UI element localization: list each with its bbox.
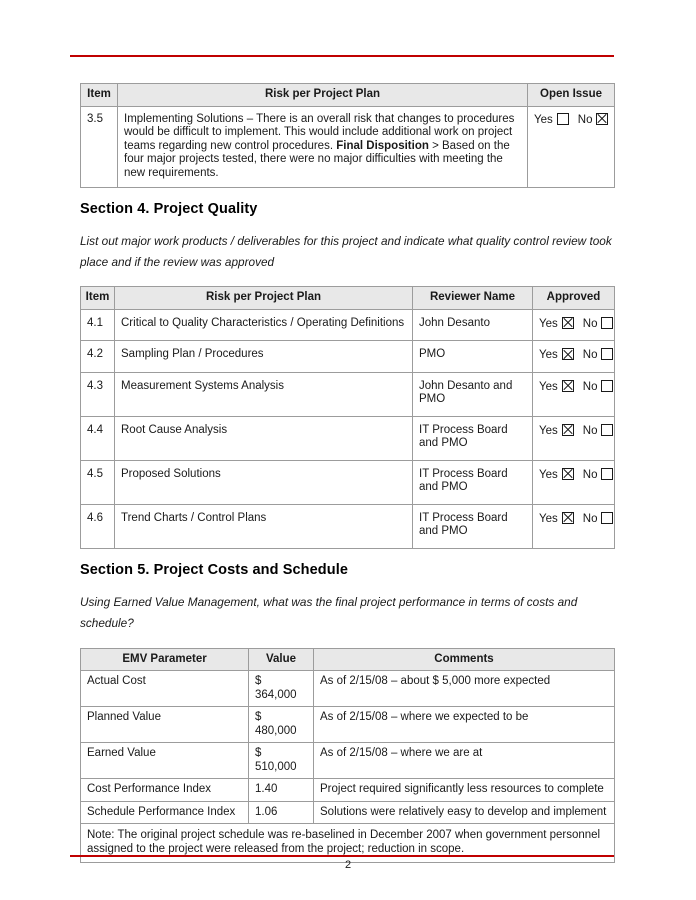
quality-table-row xyxy=(81,372,615,416)
yes-no-checkbox-group xyxy=(539,349,613,361)
col-header-risk: Risk per Project Plan xyxy=(118,84,528,107)
yes-no-checkbox-group xyxy=(539,381,613,393)
yes-no-checkbox-group xyxy=(539,513,613,525)
comment-cell: As of 2/15/08 – where we are at xyxy=(314,743,615,779)
checkbox-label: No xyxy=(582,468,598,481)
quality-table xyxy=(80,286,615,549)
page-content xyxy=(80,83,614,863)
col-header-comments: Comments xyxy=(314,648,615,671)
emv-table-body xyxy=(81,671,615,824)
approved-cell xyxy=(533,504,615,548)
col-header-value: Value xyxy=(249,648,314,671)
yes-no-checkbox-group xyxy=(534,114,608,126)
value-cell: $ 510,000 xyxy=(249,743,314,779)
emv-table-row xyxy=(81,743,615,779)
item-cell: 4.3 xyxy=(81,372,115,416)
section-5-title: Section 5. Project Costs and Schedule xyxy=(80,561,348,578)
risk-cell: Critical to Quality Characteristics / Operating Definitions xyxy=(115,309,413,341)
item-cell: 4.4 xyxy=(81,416,115,460)
table-header-row xyxy=(81,287,615,310)
emv-table-row xyxy=(81,801,615,824)
checkbox-label: No xyxy=(577,113,593,126)
risk-bold-text: Final Disposition xyxy=(336,139,429,152)
checkbox-unchecked-icon[interactable] xyxy=(601,380,613,392)
col-header-item: Item xyxy=(81,287,115,310)
emv-parameter-cell: Schedule Performance Index xyxy=(81,801,249,824)
item-cell: 4.2 xyxy=(81,341,115,373)
section-4-intro: List out major work products / deliverables for this project and indicate what quality control review took place and if the review was approved xyxy=(80,234,612,269)
item-cell: 4.1 xyxy=(81,309,115,341)
checkbox-label: No xyxy=(582,380,598,393)
col-header-open-issue: Open Issue xyxy=(528,84,615,107)
reviewer-cell: IT Process Board and PMO xyxy=(413,416,533,460)
checkbox-label: Yes xyxy=(539,317,558,330)
quality-table-row xyxy=(81,416,615,460)
checkbox-label: Yes xyxy=(534,113,553,126)
quality-table-row xyxy=(81,341,615,373)
checkbox-checked-icon[interactable] xyxy=(562,468,574,480)
col-header-emv-parameter: EMV Parameter xyxy=(81,648,249,671)
emv-parameter-cell: Planned Value xyxy=(81,707,249,743)
checkbox-checked-icon[interactable] xyxy=(562,348,574,360)
reviewer-cell: John Desanto and PMO xyxy=(413,372,533,416)
yes-no-checkbox-group xyxy=(539,425,613,437)
emv-table xyxy=(80,648,615,864)
risk-cell xyxy=(118,106,528,188)
approved-cell xyxy=(533,372,615,416)
checkbox-unchecked-icon[interactable] xyxy=(557,113,569,125)
item-cell: 3.5 xyxy=(81,106,118,188)
col-header-item: Item xyxy=(81,84,118,107)
header-rule xyxy=(70,55,614,57)
value-cell: 1.40 xyxy=(249,779,314,802)
risk-text: Implementing Solutions – There is an overall risk that changes to procedures would be difficult to implement. This would include additional work on project teams regarding new control procedures. xyxy=(124,112,515,152)
footer-rule xyxy=(70,855,614,857)
risk-cell: Proposed Solutions xyxy=(115,460,413,504)
table-header-row xyxy=(81,648,615,671)
approved-cell xyxy=(533,309,615,341)
comment-cell: Project required significantly less resources to complete xyxy=(314,779,615,802)
checkbox-unchecked-icon[interactable] xyxy=(601,512,613,524)
checkbox-label: No xyxy=(582,349,598,361)
checkbox-label: Yes xyxy=(539,512,558,525)
checkbox-label: No xyxy=(582,317,598,330)
checkbox-checked-icon[interactable] xyxy=(596,113,608,125)
note-cell: Note: The original project schedule was re-baselined in December 2007 when government personnel assigned to the project were released from the project; reduction in scope. xyxy=(81,824,615,863)
reviewer-cell: IT Process Board and PMO xyxy=(413,460,533,504)
comment-cell: Solutions were relatively easy to develop and implement xyxy=(314,801,615,824)
checkbox-checked-icon[interactable] xyxy=(562,317,574,329)
quality-table-row xyxy=(81,309,615,341)
risk-cell: Measurement Systems Analysis xyxy=(115,372,413,416)
open-issue-cell xyxy=(528,106,615,188)
col-header-risk: Risk per Project Plan xyxy=(115,287,413,310)
open-issues-table xyxy=(80,83,615,188)
approved-cell xyxy=(533,460,615,504)
section-4-title: Section 4. Project Quality xyxy=(80,201,258,217)
reviewer-cell: John Desanto xyxy=(413,309,533,341)
quality-table-body xyxy=(81,309,615,548)
yes-no-checkbox-group xyxy=(539,469,613,481)
section-5-intro: Using Earned Value Management, what was the final project performance in terms of costs and schedule? xyxy=(80,594,578,630)
emv-table-row xyxy=(81,779,615,802)
value-cell: 1.06 xyxy=(249,801,314,824)
risk-cell: Root Cause Analysis xyxy=(115,416,413,460)
item-cell: 4.6 xyxy=(81,504,115,548)
risk-cell: Sampling Plan / Procedures xyxy=(115,341,413,373)
quality-table-row xyxy=(81,504,615,548)
checkbox-label: No xyxy=(582,512,598,525)
checkbox-checked-icon[interactable] xyxy=(562,512,574,524)
approved-cell xyxy=(533,416,615,460)
risk-cell: Trend Charts / Control Plans xyxy=(115,504,413,548)
checkbox-checked-icon[interactable] xyxy=(562,380,574,392)
comment-cell: As of 2/15/08 – where we expected to be xyxy=(314,707,615,743)
emv-table-row xyxy=(81,671,615,707)
checkbox-unchecked-icon[interactable] xyxy=(601,424,613,436)
reviewer-cell: IT Process Board and PMO xyxy=(413,504,533,548)
checkbox-unchecked-icon[interactable] xyxy=(601,468,613,480)
emv-parameter-cell: Cost Performance Index xyxy=(81,779,249,802)
table-header-row xyxy=(81,84,615,107)
col-header-approved: Approved xyxy=(533,287,615,310)
checkbox-unchecked-icon[interactable] xyxy=(601,317,613,329)
value-cell: $ 480,000 xyxy=(249,707,314,743)
checkbox-label: Yes xyxy=(539,468,558,481)
item-cell: 4.5 xyxy=(81,460,115,504)
checkbox-unchecked-icon[interactable] xyxy=(601,348,613,360)
emv-parameter-cell: Actual Cost xyxy=(81,671,249,707)
yes-no-checkbox-group xyxy=(539,318,613,330)
emv-parameter-cell: Earned Value xyxy=(81,743,249,779)
table-row xyxy=(81,106,615,188)
checkbox-label: Yes xyxy=(539,424,558,437)
checkbox-label: No xyxy=(582,424,598,437)
comment-cell: As of 2/15/08 – about $ 5,000 more expected xyxy=(314,671,615,707)
checkbox-label: Yes xyxy=(539,349,558,361)
value-cell: $ 364,000 xyxy=(249,671,314,707)
checkbox-checked-icon[interactable] xyxy=(562,424,574,436)
page-number: 2 xyxy=(344,859,352,871)
risk-text: > Based on the four major projects tested, there were no major difficulties with meeting the new requirements. xyxy=(124,139,510,179)
reviewer-cell: PMO xyxy=(413,341,533,373)
emv-table-row xyxy=(81,707,615,743)
checkbox-label: Yes xyxy=(539,380,558,393)
col-header-reviewer: Reviewer Name xyxy=(413,287,533,310)
quality-table-row xyxy=(81,460,615,504)
approved-cell xyxy=(533,341,615,373)
